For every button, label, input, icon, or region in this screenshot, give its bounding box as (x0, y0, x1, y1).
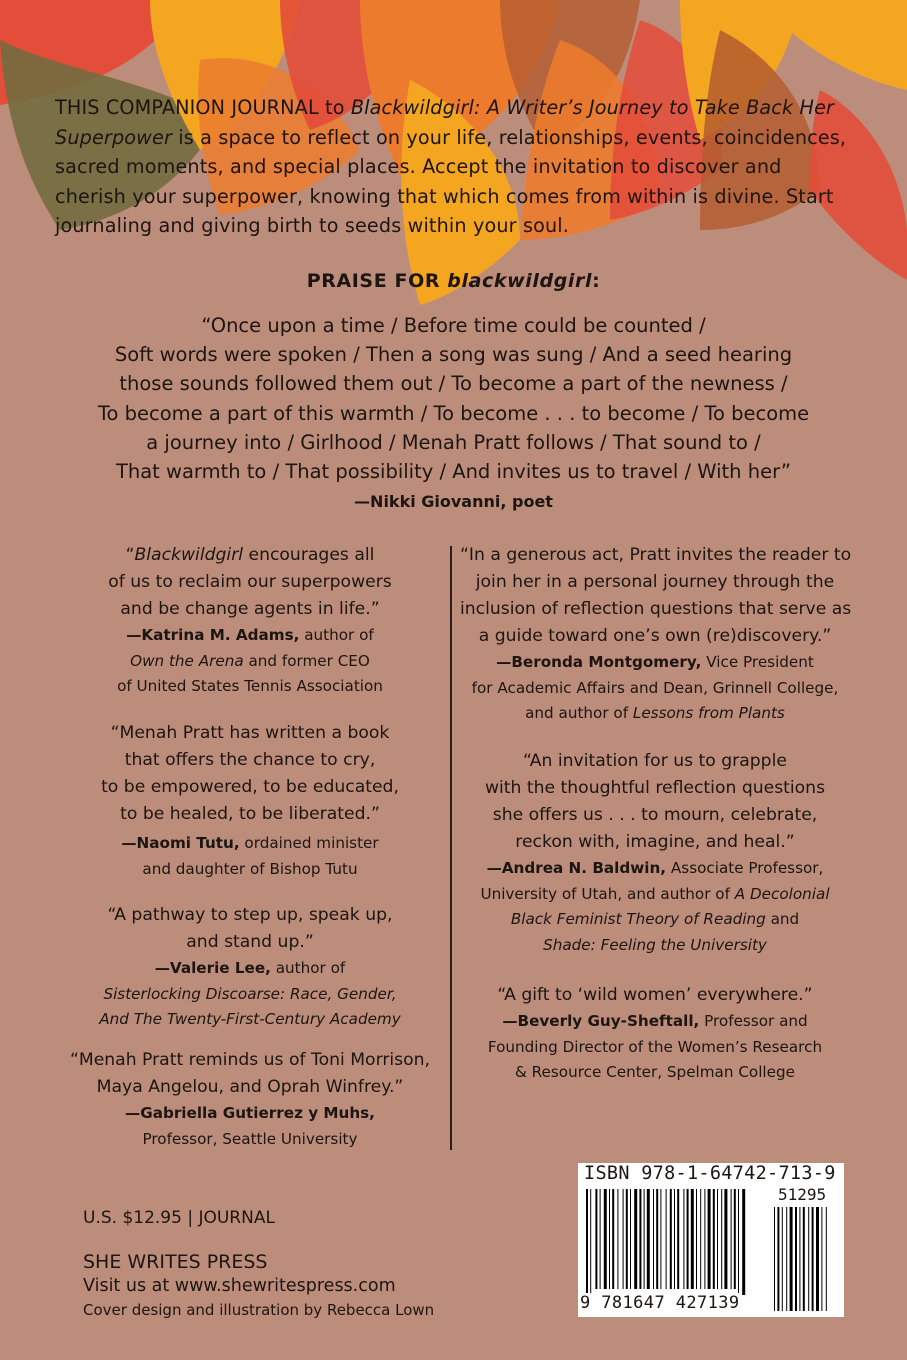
barcode-bar (604, 1189, 607, 1289)
barcode-bar (639, 1189, 641, 1289)
barcode-addon-bar (821, 1207, 822, 1311)
barcode-bar (666, 1189, 667, 1289)
barcode-bar (600, 1189, 601, 1289)
barcode-bar (656, 1189, 658, 1289)
journal-description: THIS COMPANION JOURNAL to Blackwildgirl: A Writer’s Journey to Take Back Her Superpower is a space to reflect on your life, relationships, events, coincidences, sacred moments, and special places. Accept the invitation to discover and cherish your superpower, knowing that which comes from within is divine. Start journaling and giving birth to seeds within your soul. (55, 96, 847, 237)
barcode-bar (595, 1189, 597, 1289)
isbn-barcode (578, 1163, 844, 1317)
blurb-tutu: “Menah Pratt has written a book that offers the chance to cry, to be empowered, to be educated, to be healed, to be liberated.” —Naomi Tutu, ordained minister and daughter of Bishop Tutu (101, 723, 399, 878)
giovanni-attribution: —Nikki Giovanni, poet (354, 492, 553, 511)
barcode-bar (721, 1189, 722, 1289)
barcode-bar (700, 1189, 701, 1289)
barcode-bar (683, 1189, 684, 1289)
barcode-addon-bar (790, 1207, 793, 1311)
barcode-bar (677, 1189, 679, 1289)
barcode-addon-bar (786, 1207, 787, 1311)
barcode-bar (742, 1189, 745, 1295)
quote-line: “Once upon a time / Before time could be counted / (201, 314, 706, 337)
barcode-addon-bar (816, 1207, 819, 1311)
barcode-bar (717, 1189, 718, 1289)
blurb-muhs: “Menah Pratt reminds us of Toni Morrison, Maya Angelou, and Oprah Winfrey.” —Gabriella Gutierrez y Muhs, Professor, Seattle University (69, 1050, 431, 1148)
barcode-bar (634, 1189, 637, 1289)
barcode-bar (612, 1189, 614, 1289)
book-title: Blackwildgirl: A Writer’s Journey to Take Back Her Superpower (55, 96, 835, 149)
barcode-bar (734, 1189, 736, 1289)
price-label: U.S. $12.95 | JOURNAL (83, 1208, 275, 1228)
giovanni-quote (70, 311, 837, 486)
barcode-addon-bar (777, 1207, 779, 1311)
blurb-guy-sheftall: “A gift to ‘wild women’ everywhere.” —Beverly Guy-Sheftall, Professor and Founding Director of the Women’s Research & Resource Center, Spelman College (487, 985, 823, 1081)
barcode-bar (738, 1189, 739, 1295)
barcode-bar (731, 1189, 732, 1289)
barcode-bar (691, 1189, 694, 1289)
blurb-baldwin: “An invitation for us to grapple with the thoughtful reflection questions she offers us . . . to mourn, celebrate, reckon with, imagine, and heal.” —Andrea N. Baldwin, Associate Professor, University of Utah, and author of A Decolonial Black Feminist Theory of Reading and Shade: Feeling the University (480, 751, 830, 954)
barcode-bar (586, 1189, 588, 1295)
cover-credit: Cover design and illustration by Rebecca Lown (83, 1301, 435, 1319)
barcode-bar (647, 1189, 650, 1289)
barcode-bar (609, 1189, 610, 1289)
barcode-bar (644, 1189, 645, 1289)
barcode-bar (670, 1189, 672, 1289)
barcode-bar (708, 1189, 711, 1289)
barcode-bar (617, 1189, 618, 1289)
barcode-addon-bar (795, 1207, 797, 1311)
barcode-addon-bar (812, 1207, 814, 1311)
quote-line: To become a part of this warmth / To become . . . to become / To become (97, 401, 810, 425)
barcode-bar (674, 1189, 675, 1289)
blurb-adams: “Blackwildgirl encourages all of us to reclaim our superpowers and be change agents in life.” —Katrina M. Adams, author of Own the Arena and former CEO of United States Tennis Association (108, 545, 392, 695)
barcode-bar (713, 1189, 715, 1289)
praise-heading: PRAISE FOR blackwildgirl: (306, 270, 601, 292)
barcode-price-code: 51295 (778, 1185, 827, 1204)
blurb-lee: “A pathway to step up, speak up, and stand up.” —Valerie Lee, author of Sisterlocking Discoarse: Race, Gender, And The Twenty-First-Century Academy (99, 905, 401, 1028)
blurb-montgomery: “In a generous act, Pratt invites the reader to join her in a personal journey through the inclusion of reflection questions that serve as a guide toward one’s own (re)discovery.” —Beronda Montgomery, Vice President for Academic Affairs and Dean, Grinnell College, and author of Lessons from Plants (460, 545, 852, 722)
quote-line: That warmth to / That possibility / And invites us to travel / With her” (115, 460, 792, 484)
isbn-number: ISBN 978-1-64742-713-9 (584, 1163, 836, 1184)
barcode-addon-bar (803, 1207, 805, 1311)
barcode-bar (626, 1189, 628, 1289)
barcode-addon-bar (808, 1207, 809, 1311)
barcode-addon-bar (799, 1207, 800, 1311)
barcode-addon-bar (826, 1207, 827, 1311)
publisher-name: SHE WRITES PRESS (83, 1251, 268, 1273)
barcode-bar (660, 1189, 661, 1289)
quote-line: Soft words were spoken / Then a song was sung / And a seed hearing (114, 343, 793, 367)
publisher-website[interactable]: Visit us at www.shewritespress.com (83, 1276, 396, 1296)
barcode-addon-bar (782, 1207, 783, 1311)
barcode-digits: 9 781647 427139 (580, 1293, 740, 1313)
barcode-bar (590, 1189, 591, 1295)
barcode-bar (724, 1189, 727, 1289)
barcode-bar (630, 1189, 631, 1289)
barcode-bar (704, 1189, 705, 1289)
barcode-bar (696, 1189, 697, 1289)
quote-line: a journey into / Girlhood / Menah Pratt follows / That sound to / (146, 430, 761, 454)
barcode-bar (623, 1189, 624, 1289)
barcode-bar (653, 1189, 654, 1289)
column-divider (450, 546, 452, 1150)
barcode-addon-bar (774, 1207, 775, 1311)
quote-line: those sounds followed them out / To become a part of the newness / (119, 372, 788, 396)
barcode-bar (687, 1189, 689, 1289)
